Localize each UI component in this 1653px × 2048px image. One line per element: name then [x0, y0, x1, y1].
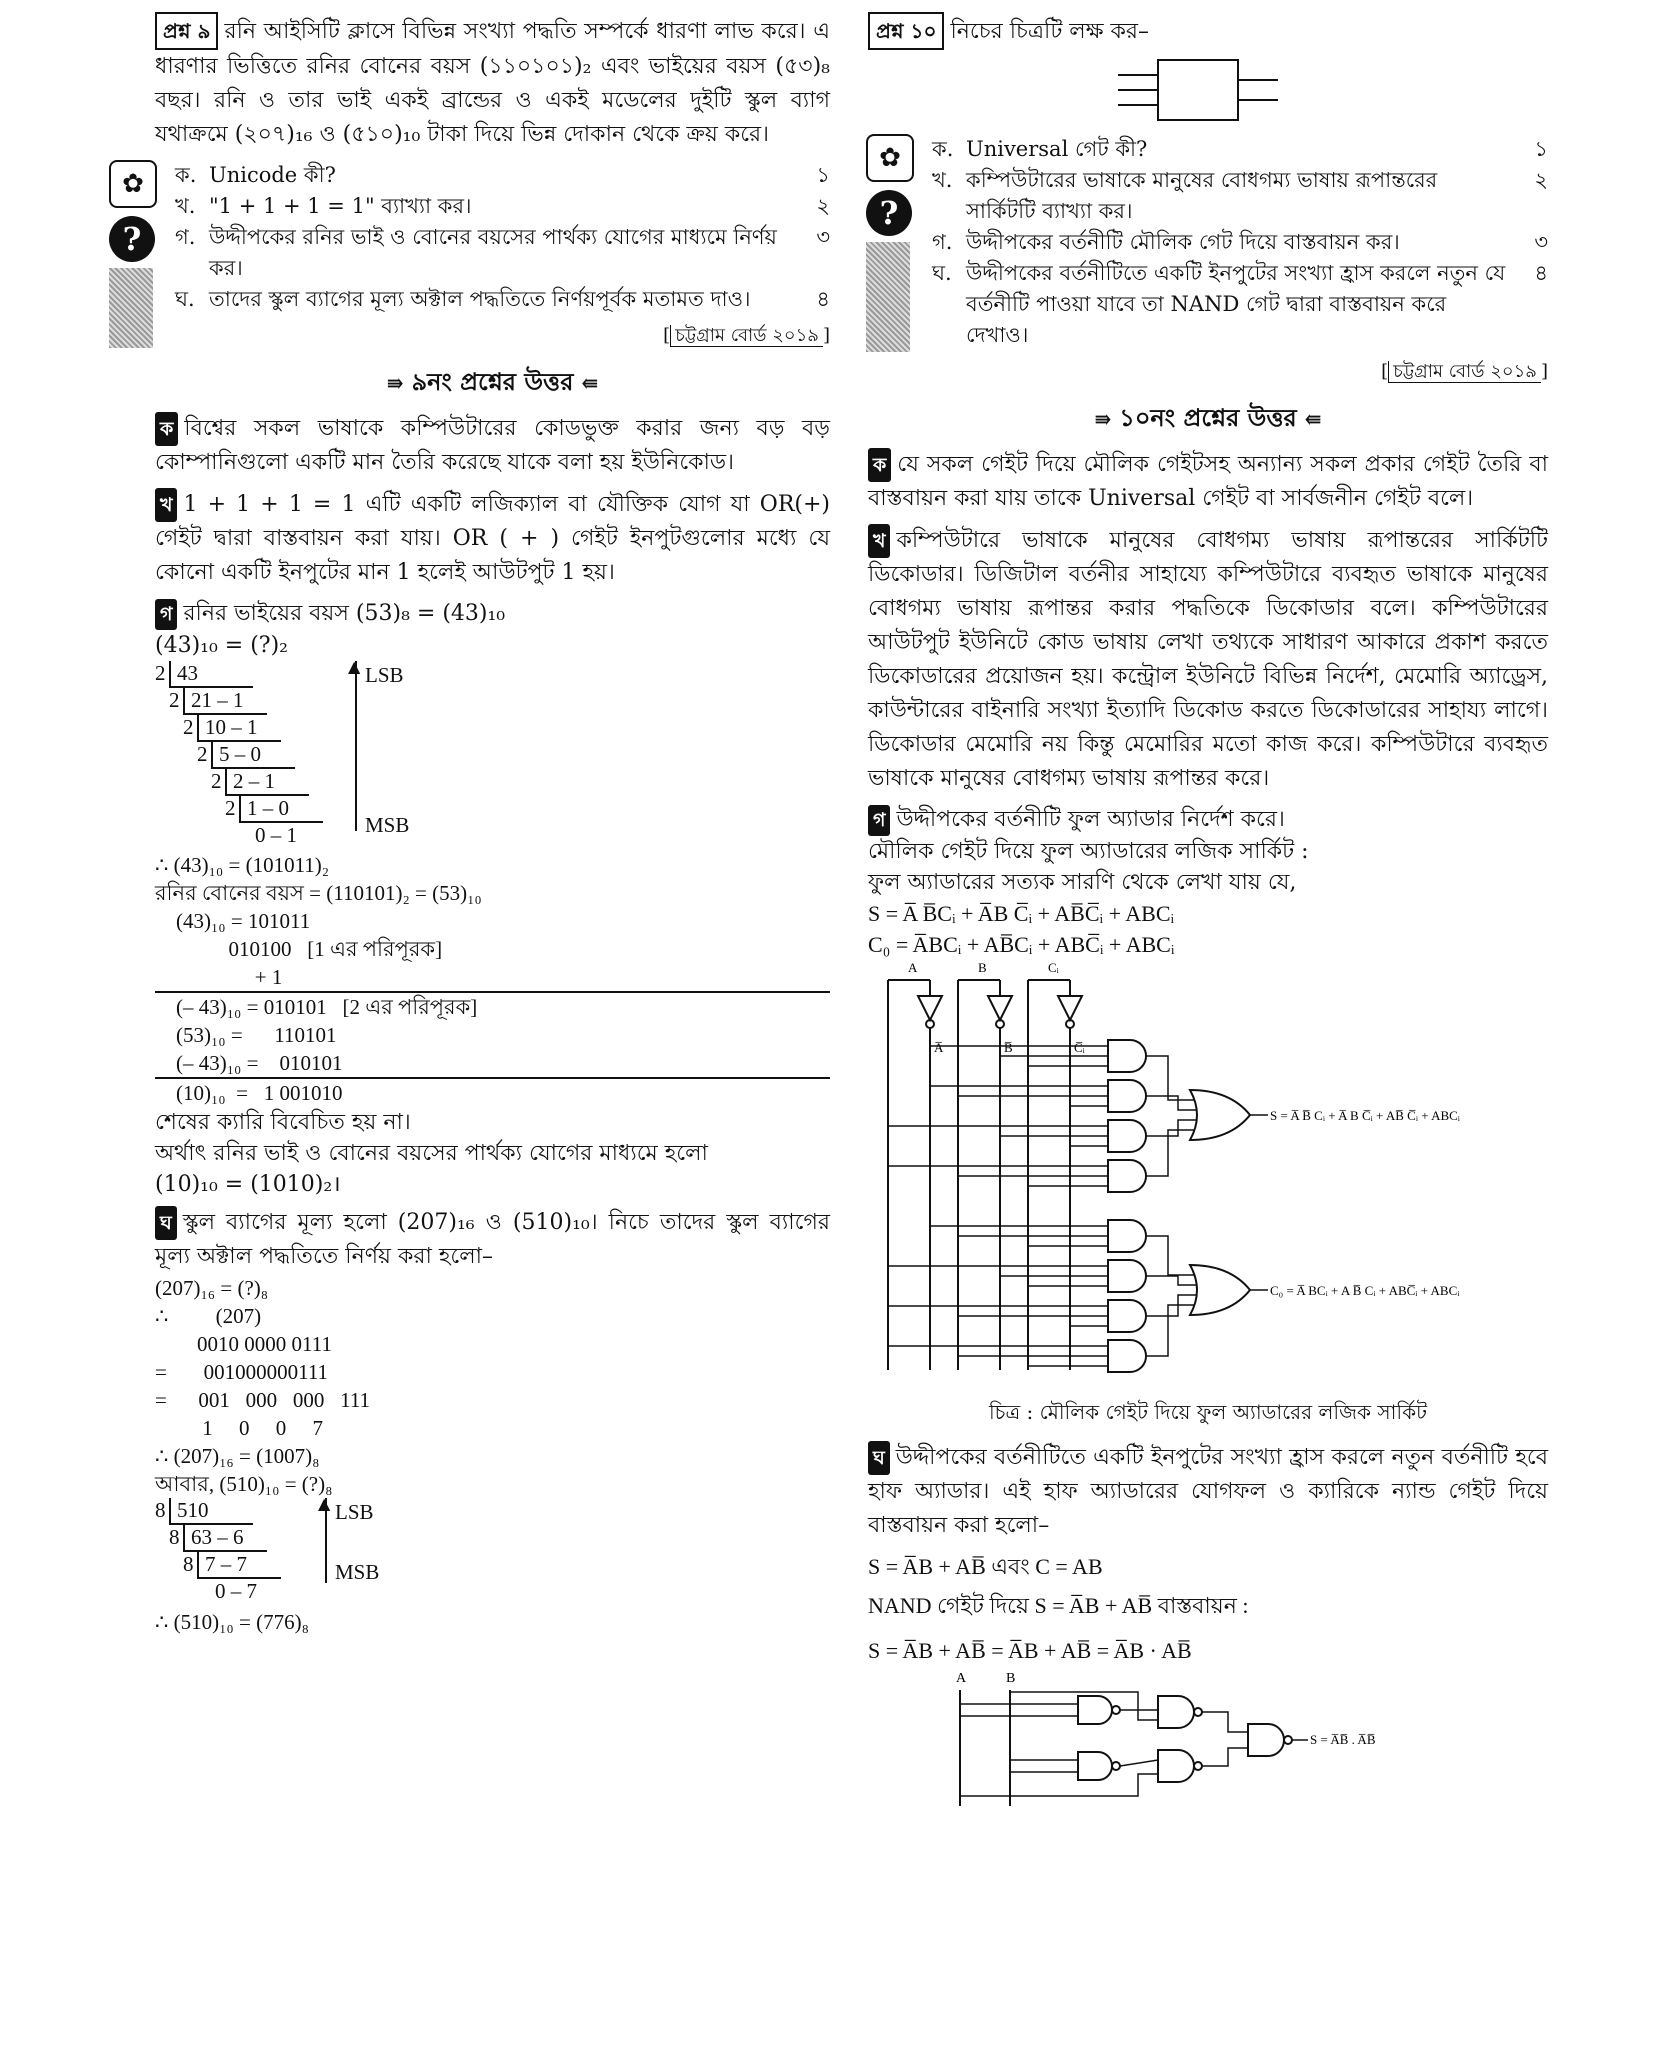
- inv-Ci: C̅ᵢ: [1074, 1040, 1085, 1055]
- eq-sum: S = A̅ B̅Cᵢ + A̅B C̅ᵢ + AB̅C̅ᵢ + ABCᵢ: [868, 901, 1175, 926]
- q9-source: [ চট্টগ্রাম বোর্ড ২০১৯ ]: [663, 325, 830, 346]
- q9-icons: [109, 160, 157, 348]
- bulb-icon: ✿: [866, 134, 914, 182]
- pattern-icon: [109, 268, 153, 348]
- q10-answer-heading: ⇛ ১০নং প্রশ্নের উত্তর ⇚: [1094, 403, 1322, 432]
- q10-subquestions: [868, 134, 1548, 351]
- inv-B: B̅: [1004, 1040, 1013, 1055]
- or-gate-sum: [1190, 1090, 1250, 1140]
- q10-block-figure: [868, 50, 1548, 130]
- q9-answer-ga: গ রনির ভাইয়ের বয়স (53)₈ = (43)₁₀ (43)₁₀ = (?)₂ 2 43 2 21 – 1 2 10 – 1 2 5 – 0 2 2 – 1 2 1 – 0 0 – 1 ▲ LSB MSB ∴ (43)₁₀ = (101011)₂ রনির বোনের বয়স = (110101)₂ = (53)₁₀ (43)₁₀ = 101011 010100 [1 এর পরিপূরক] + 1 (– 43)₁₀ = 010101 [2 এর পরিপূরক] (53)₁₀ = 110101 (– 43)₁₀ = 010101 (10)₁₀ = 1 001010 শেষের ক্যারি বিবেচিত হয় না। অর্থাৎ রনির ভাই ও বোনের বয়সের পার্থক্য যোগের মাধ্যমে হলো (10)₁₀ = (1010)₂।: [155, 598, 830, 1200]
- q10-stem-block: [868, 12, 1548, 50]
- chip-box: [1158, 60, 1238, 120]
- q9-answer-ka: ক বিশ্বের সকল ভাষাকে কম্পিউটারের কোডভুক্ত করার জন্য বড় বড় কোম্পানিগুলো একটি মান তৈরি করেছে যাকে বলা হয় ইউনিকোড।: [155, 412, 830, 480]
- fig-sum-label: S = A̅ B̅ Cᵢ + A̅ B C̅ᵢ + AB̅ C̅ᵢ + ABCᵢ: [1270, 1108, 1460, 1123]
- pattern-icon: [866, 242, 910, 352]
- q9-sub-ga: গ. উদ্দীপকের রনির ভাই ও বোনের বয়সের পার্থক্য যোগের মাধ্যমে নির্ণয় কর। ৩: [175, 225, 830, 280]
- nand-input-A: A: [956, 1671, 967, 1686]
- right-column: [868, 12, 1548, 1820]
- q9-answer-heading: ⇛ ৯নং প্রশ্নের উত্তর ⇚: [386, 367, 599, 396]
- fig-carry-label: C₀ = A̅ BCᵢ + A B̅ Cᵢ + ABC̅ᵢ + ABCᵢ: [1270, 1283, 1460, 1298]
- figure-caption: চিত্র : মৌলিক গেইট দিয়ে ফুল অ্যাডারের লজিক সার্কিট: [988, 1400, 1428, 1424]
- eq-carry: C₀ = A̅BCᵢ + AB̅Cᵢ + ABC̅ᵢ + ABCᵢ: [868, 932, 1175, 957]
- question-icon: ?: [866, 190, 912, 236]
- nand-output-label: S = A̅B̅ . A̅B̅: [1310, 1732, 1376, 1747]
- q10-answer-kha: খ কম্পিউটারে ভাষাকে মানুষের বোধগম্য ভাষায় রূপান্তরের সার্কিটটি ডিকোডার। ডিজিটাল বর্তনীর সাহায্যে কম্পিউটারে ব্যবহৃত ভাষাকে মানুষের বোধগম্য ভাষায় রূপান্তর করার পদ্ধতিকে ডিকোডার বলে। কম্পিউটারের আউটপুট ইউনিটে কোড ভাষায় লেখা তথ্যকে সাধারণ আকারে প্রকাশ করতে ডিকোডারের প্রয়োজন হয়। কন্ট্রোল ইউনিটে বিভিন্ন নির্দেশ, মেমোরি অ্যাড্রেস, কাউন্টারের বাইনারি সংখ্যা ইত্যাদি ডিকোড করতে ডিকোডারের সাহায্য লাগে। ডিকোডার মেমোরি নয় কিন্তু মেমোরির মতো কাজ করে। কম্পিউটারে ব্যবহৃত ভাষাকে মানুষের বোধগম্য ভাষায় রূপান্তর করে।: [868, 524, 1548, 796]
- q9-answer-gha: ঘ স্কুল ব্যাগের মূল্য হলো (207)₁₆ ও (510)₁₀। নিচে তাদের স্কুল ব্যাগের মূল্য অক্টাল পদ্ধতিতে নির্ণয় করা হলো– (207)₁₆ = (?)₈ ∴ (207) 0010 0000 0111 = 001000000111 = 001 000 000 111 1 0 0 7 ∴ (207)₁₆ = (1007)₈ আবার, (510)₁₀ = (?)₈ 8 510 8 63 – 6 8 7 – 7 0 – 7 ▲ LSB MSB ∴ (510)₁₀ = (776)₈: [155, 1206, 830, 1636]
- inv-A: A̅: [934, 1040, 944, 1055]
- input-B: B: [978, 960, 987, 975]
- nand-input-B: B: [1006, 1671, 1016, 1686]
- q10-answer-ga: গ উদ্দীপকের বর্তনীটি ফুল অ্যাডার নির্দেশ করে। মৌলিক গেইট দিয়ে ফুল অ্যাডারের লজিক সার্কিট : ফুল অ্যাডারের সত্যক সারণি থেকে লেখা যায় যে, S = A̅ B̅Cᵢ + A̅B C̅ᵢ + AB̅C̅ᵢ + ABCᵢ C₀ = A̅BCᵢ + AB̅Cᵢ + ABC̅ᵢ + ABCᵢ A B Cᵢ A̅ B̅ C̅ᵢ S = A̅ B̅ Cᵢ + A̅ B C̅ᵢ + AB̅ C̅ᵢ + ABCᵢ C₀ = A̅ BCᵢ + A B̅ Cᵢ + ABC̅ᵢ + ABCᵢ চিত্র : মৌলিক গেইট দিয়ে ফুল অ্যাডারের লজিক সার্কিট: [868, 804, 1548, 1431]
- q9-stem-block: [155, 12, 830, 152]
- q10-sub-ga: গ. উদ্দীপকের বর্তনীটি মৌলিক গেট দিয়ে বাস্তবায়ন কর। ৩: [932, 230, 1548, 254]
- question-icon: ?: [109, 216, 155, 262]
- division-43: 2 43 2 21 – 1 2 10 – 1 2 5 – 0 2 2 – 1 2 1 – 0 0 – 1 ▲ LSB MSB: [155, 657, 410, 847]
- q9-sub-kha: খ. "1 + 1 + 1 = 1" ব্যাখ্যা কর। ২: [175, 194, 830, 218]
- q10-icons: [866, 134, 914, 352]
- q9-tag: প্রশ্ন ৯: [155, 12, 218, 50]
- q9-answer-kha: খ 1 + 1 + 1 = 1 এটি একটি লজিক্যাল বা যৌক্তিক যোগ যা OR(+) গেইট দ্বারা বাস্তবায়ন করা যায়। OR ( + ) গেইট ইনপুটগুলোর মধ্যে যে কোনো একটি ইনপুটের মান 1 হলেই আউটপুট 1 হয়।: [155, 488, 830, 590]
- q10-stem: নিচের চিত্রটি লক্ষ কর–: [950, 19, 1150, 44]
- bulb-icon: ✿: [109, 160, 157, 208]
- q10-source: [ চট্টগ্রাম বোর্ড ২০১৯ ]: [1381, 361, 1548, 382]
- q9-sub-ka: ক. Unicode কী? ১: [175, 163, 830, 187]
- division-510: 8 510 8 63 – 6 8 7 – 7 0 – 7 ▲ LSB MSB: [155, 1494, 380, 1603]
- q10-answer-ka: ক যে সকল গেইট দিয়ে মৌলিক গেইটসহ অন্যান্য সকল প্রকার গেইট তৈরি বা বাস্তবায়ন করা যায় তাকে Universal গেইট বা সার্বজনীন গেইট বলে।: [868, 448, 1548, 516]
- q10-sub-kha: খ. কম্পিউটারের ভাষাকে মানুষের বোধগম্য ভাষায় রূপান্তরের সার্কিটটি ব্যাখ্যা কর। ২: [932, 168, 1548, 223]
- input-A: A: [908, 960, 918, 975]
- q9-subquestions: [122, 160, 830, 315]
- q10-answer-gha: ঘ উদ্দীপকের বর্তনীটিতে একটি ইনপুটের সংখ্যা হ্রাস করলে নতুন বর্তনীটি হবে হাফ অ্যাডার। এই হাফ অ্যাডারের যোগফল ও ক্যারিকে ন্যান্ড গেইট দিয়ে বাস্তবায়ন করা হলো– S = A̅B + AB̅ এবং C = AB NAND গেইট দিয়ে S = A̅B + AB̅ বাস্তবায়ন : S = A̅B + AB̅ = A̅B + AB̅ = A̅B · AB̅ A B S = A̅B̅ . A̅B̅: [868, 1441, 1548, 1820]
- input-Ci: Cᵢ: [1048, 960, 1059, 975]
- q10-sub-ka: ক. Universal গেট কী? ১: [932, 137, 1548, 161]
- full-adder-circuit: [868, 960, 1548, 1390]
- left-column: [122, 12, 830, 1636]
- q10-tag: প্রশ্ন ১০: [868, 12, 944, 50]
- q9-stem: রনি আইসিটি ক্লাসে বিভিন্ন সংখ্যা পদ্ধতি সম্পর্কে ধারণা লাভ করে। এ ধারণার ভিত্তিতে রনির বোনের বয়স (১১০১০১)₂ এবং ভাইয়ের বয়স (৫৩)₈ বছর। রনি ও তার ভাই একই ব্রান্ডের ও একই মডেলের দুইটি স্কুল ব্যাগ যথাক্রমে (২০৭)₁₆ ও (৫১০)₁₀ টাকা দিয়ে ভিন্ন দোকান থেকে ক্রয় করে।: [155, 19, 830, 147]
- nand-half-adder-circuit: [868, 1666, 1548, 1816]
- q10-sub-gha: ঘ. উদ্দীপকের বর্তনীটিতে একটি ইনপুটের সংখ্যা হ্রাস করলে নতুন যে বর্তনীটি পাওয়া যাবে তা NAND গেট দ্বারা বাস্তবায়ন করে দেখাও। ৪: [932, 261, 1548, 347]
- or-gate-carry: [1190, 1265, 1250, 1315]
- q9-sub-gha: ঘ. তাদের স্কুল ব্যাগের মূল্য অক্টাল পদ্ধতিতে নির্ণয়পূর্বক মতামত দাও। ৪: [175, 287, 830, 311]
